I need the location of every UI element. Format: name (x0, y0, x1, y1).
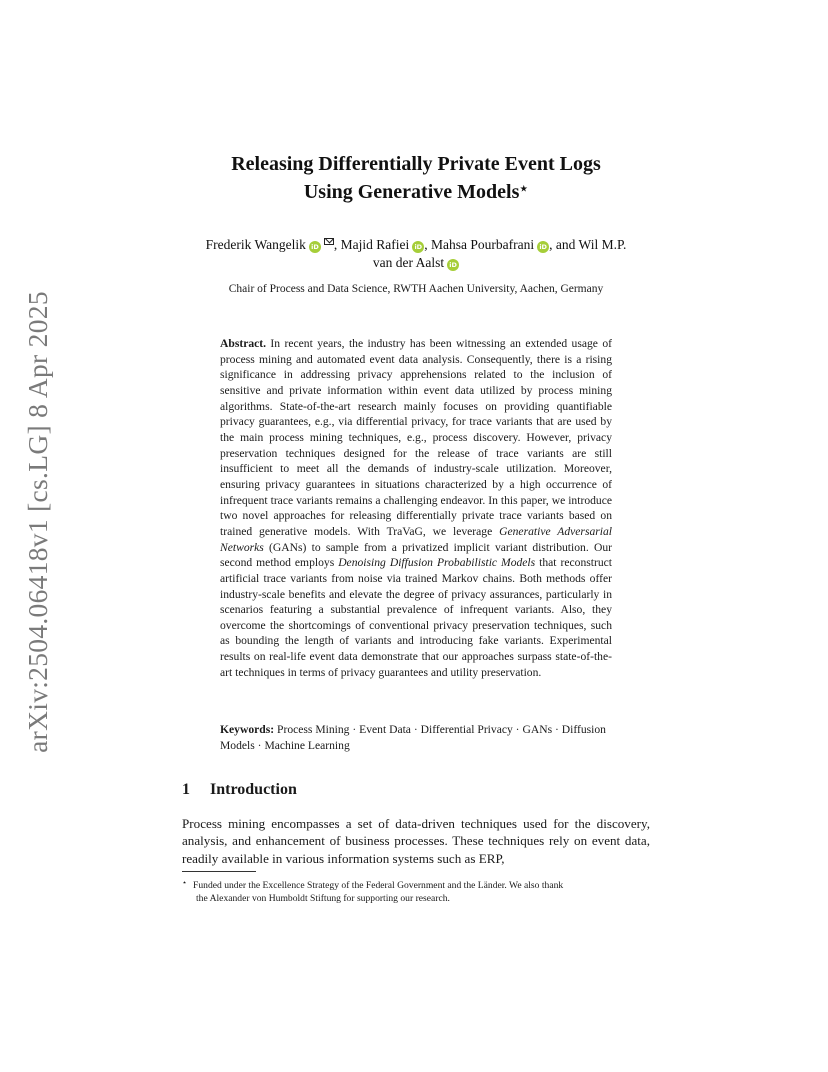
author-line-2 (176, 254, 656, 272)
footnote-text-2: the Alexander von Humboldt Stiftung for supporting our research. (196, 893, 450, 904)
orcid-icon[interactable]: iD (412, 241, 424, 253)
author-line-1 (176, 236, 656, 254)
orcid-icon[interactable]: iD (309, 241, 321, 253)
footnote-divider (182, 871, 256, 872)
author-name-4-part-1: , and Wil M.P. (549, 237, 627, 252)
footnote-text-1: Funded under the Excellence Strategy of the Federal Government and the Länder. We also thank (193, 880, 564, 891)
introduction-paragraph: Process mining encompasses a set of data-driven techniques used for the discovery, analysis, and enhancement of business processes. These techniques rely on event data, readily available in various information systems such as ERP, (182, 816, 650, 866)
keywords-text: Process Mining · Event Data · Differential Privacy · GANs · Diffusion Models · Machine Learning (220, 723, 606, 752)
arxiv-identifier-stamp (18, 292, 58, 752)
orcid-icon[interactable]: iD (447, 259, 459, 271)
keywords (220, 722, 612, 753)
abstract-text-3: that reconstruct artificial trace variants from noise via trained Markov chains. Both methods offer industry-scale benefits and elevate the degree of privacy assurances, particularly in scenarios featuring a substantial prevalence of infrequent variants. Also, they overcome the shortcomings of conventional privacy preservation techniques, such as bounding the length of variants and introducing fake variants. Experimental results on real-life event data demonstrate that our approaches surpass state-of-the-art techniques in terms of privacy guarantees and utility preservation. (220, 556, 613, 679)
affiliation: Chair of Process and Data Science, RWTH Aachen University, Aachen, Germany (228, 283, 604, 295)
paper-title (150, 151, 682, 205)
section-number: 1 (182, 781, 190, 798)
arxiv-stamp-text: arXiv:2504.06418v1 [cs.LG] 8 Apr 2025 (22, 291, 54, 753)
title-line-2-text: Using Generative Models (303, 181, 520, 203)
title-line-1: Releasing Differentially Private Event Logs (231, 153, 601, 175)
funding-footnote (182, 876, 650, 905)
author-name-1: Frederik Wangelik (205, 237, 306, 252)
abstract-text-2: (GANs) to sample from a privatized implicit variant distribution. Our second method employs (220, 540, 612, 570)
abstract-gan-term: Generative Adversarial Networks (220, 524, 613, 554)
title-line-2 (150, 177, 682, 205)
orcid-icon[interactable]: iD (537, 241, 549, 253)
author-list (176, 236, 656, 272)
section-heading-introduction (182, 780, 297, 800)
footnote-line-1 (182, 880, 563, 891)
abstract (220, 336, 612, 680)
abstract-ddpm-term: Denoising Diffusion Probabilistic Models (338, 556, 536, 570)
email-icon[interactable] (324, 238, 334, 245)
abstract-label: Abstract. (220, 337, 267, 350)
author-name-4-part-2: van der Aalst (372, 255, 445, 270)
abstract-text-1: In recent years, the industry has been witnessing an extended usage of process mining and automated event data analysis. Consequently, there is a rising significance in addressing privacy apprehensions related to the inclusion of sensitive and private information within event data utilized by process mining algorithms. State-of-the-art research mainly focuses on providing quantifiable privacy guarantees, e.g., via differential privacy, for trace variants that are used by the main process mining techniques, e.g., process discovery. However, privacy preservation techniques designed for the release of trace variants are still insufficient to meet all the demands of industry-scale utilization. Moreover, ensuring privacy guarantees in situations characterized by a high occurrence of infrequent trace variants remains a challenging endeavor. In this paper, we introduce two novel approaches for releasing differentially private trace variants based on trained generative models. With TraVaG, we leverage (220, 337, 612, 538)
author-name-3: , Mahsa Pourbafrani (424, 237, 535, 252)
author-name-2: , Majid Rafiei (333, 237, 410, 252)
title-footnote-marker: ⋆ (519, 182, 529, 197)
section-title: Introduction (210, 781, 297, 798)
footnote-marker: ⋆ (182, 878, 188, 887)
keywords-label: Keywords: (220, 723, 275, 736)
